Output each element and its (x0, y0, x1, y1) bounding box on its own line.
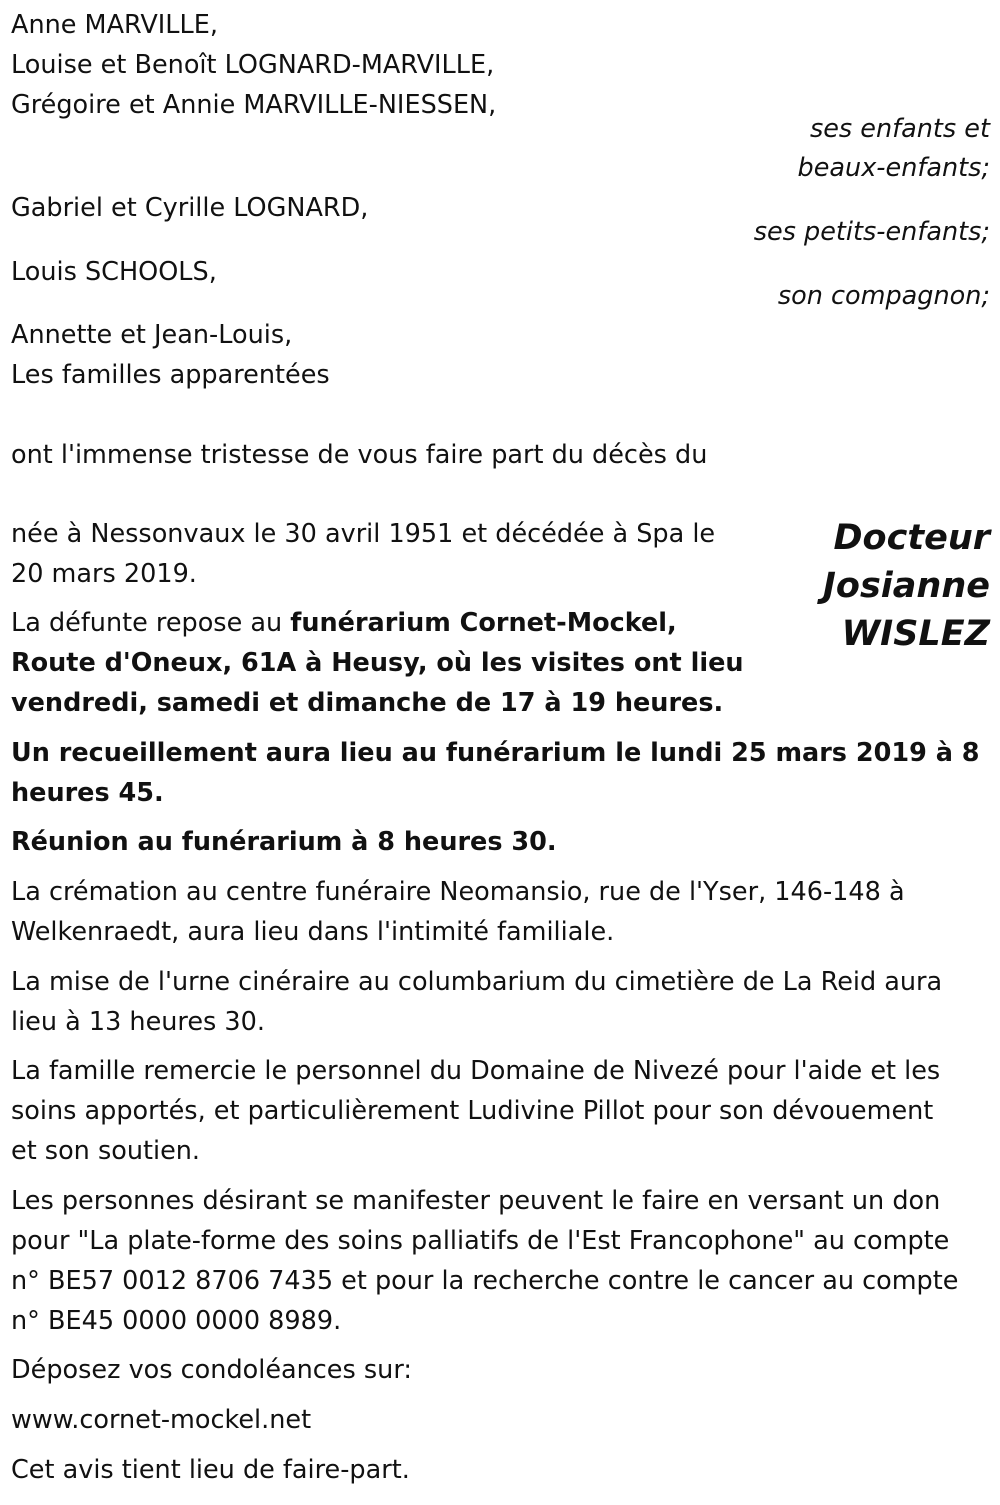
grandchildren-role: ses petits-enfants; (753, 217, 990, 247)
deceased-name (823, 514, 990, 658)
children-role-2: beaux-enfants; (797, 153, 990, 183)
deceased-last-name: WISLEZ (841, 614, 990, 654)
website-link[interactable]: www.cornet-mockel.net (11, 1405, 312, 1435)
deceased-first-name: Josianne (822, 566, 990, 606)
cremation-line-1: La crémation au centre funéraire Neomansio, rue de l'Yser, 146-148 à (11, 877, 905, 907)
family-line-2: Louise et Benoît LOGNARD-MARVILLE, (11, 50, 495, 80)
thanks-line-3: et son soutien. (11, 1136, 201, 1166)
repose-line-3: vendredi, samedi et dimanche de 17 à 19 heures. (11, 688, 724, 718)
condolences-label: Déposez vos condoléances sur: (11, 1355, 412, 1385)
funerarium-name: funérarium Cornet-Mockel, (290, 608, 677, 638)
deceased-title: Docteur (833, 518, 990, 558)
thanks-line-2: soins apportés, et particulièrement Ludivine Pillot pour son dévouement (11, 1096, 934, 1126)
urne-line-1: La mise de l'urne cinéraire au columbarium du cimetière de La Reid aura (11, 967, 943, 997)
family-line-1: Anne MARVILLE, (11, 10, 218, 40)
announcement: ont l'immense tristesse de vous faire part du décès du (11, 440, 708, 470)
repose-line-2: Route d'Oneux, 61A à Heusy, où les visites ont lieu (11, 648, 744, 678)
thanks-line-1: La famille remercie le personnel du Domaine de Nivezé pour l'aide et les (11, 1056, 941, 1086)
others-line-1: Annette et Jean-Louis, (11, 320, 293, 350)
closing-note: Cet avis tient lieu de faire-part. (11, 1455, 410, 1485)
repose-intro: La défunte repose au (11, 608, 291, 638)
birth-line-1: née à Nessonvaux le 30 avril 1951 et décédée à Spa le (11, 519, 716, 549)
donations-line-1: Les personnes désirant se manifester peuvent le faire en versant un don (11, 1186, 941, 1216)
companion-name: Louis SCHOOLS, (11, 257, 217, 287)
donations-line-4: n° BE45 0000 0000 8989. (11, 1306, 342, 1336)
others-line-2: Les familles apparentées (11, 360, 330, 390)
recueillement-line-2: heures 45. (11, 778, 164, 808)
donations-line-3: n° BE57 0012 8706 7435 et pour la recherche contre le cancer au compte (11, 1266, 959, 1296)
birth-line-2: 20 mars 2019. (11, 559, 197, 589)
recueillement-line-1: Un recueillement aura lieu au funérarium le lundi 25 mars 2019 à 8 (11, 738, 980, 768)
repose-line-1 (11, 603, 677, 643)
reunion: Réunion au funérarium à 8 heures 30. (11, 827, 557, 857)
children-role-1: ses enfants et (809, 114, 990, 144)
cremation-line-2: Welkenraedt, aura lieu dans l'intimité familiale. (11, 917, 615, 947)
family-line-3: Grégoire et Annie MARVILLE-NIESSEN, (11, 90, 497, 120)
urne-line-2: lieu à 13 heures 30. (11, 1007, 265, 1037)
grandchildren-names: Gabriel et Cyrille LOGNARD, (11, 193, 369, 223)
companion-role: son compagnon; (777, 281, 990, 311)
donations-line-2: pour "La plate-forme des soins palliatifs de l'Est Francophone" au compte (11, 1226, 950, 1256)
